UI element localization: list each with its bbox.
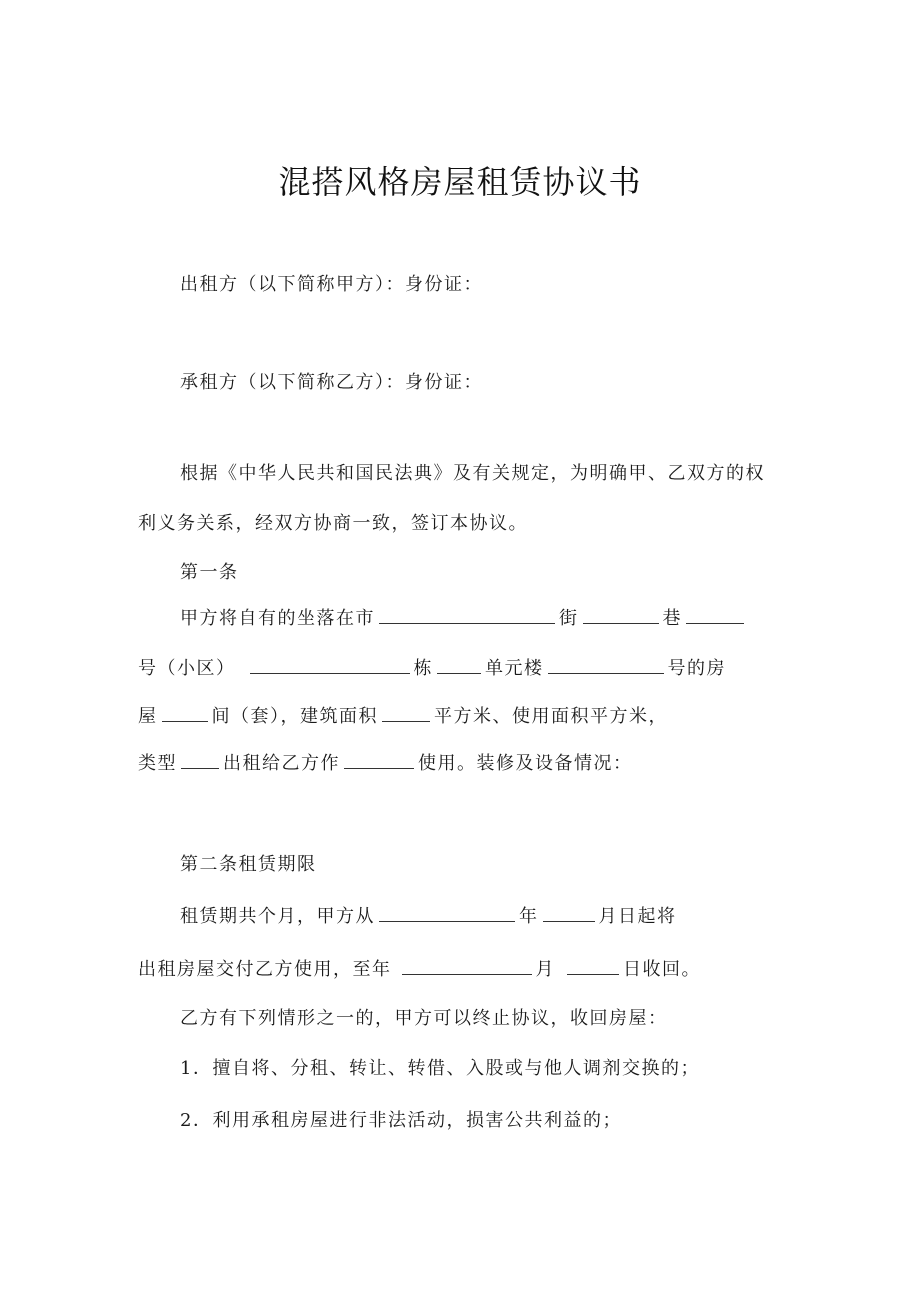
- termination-item-1: 1．擅自将、分租、转让、转借、入股或与他人调剂交换的；: [180, 1058, 700, 1079]
- fill-blank-start-year[interactable]: [379, 903, 515, 922]
- lessor-line: 出租方（以下简称甲方）：身份证：: [180, 274, 483, 295]
- fill-blank-community[interactable]: [250, 655, 410, 674]
- article-1-line-2: [138, 655, 726, 682]
- article-1-line-1: [180, 605, 748, 632]
- article-1-line-4: [138, 750, 633, 777]
- text-segment: 平方米、使用面积平方米，: [434, 706, 668, 727]
- text-segment: 屋: [138, 706, 158, 727]
- article-2-line-2: [138, 956, 701, 983]
- fill-blank-purpose[interactable]: [344, 750, 414, 769]
- text-segment: 月: [535, 959, 555, 980]
- fill-blank-end-month[interactable]: [567, 956, 619, 975]
- fill-blank-street[interactable]: [583, 605, 659, 624]
- article-2-line-1: [180, 903, 677, 930]
- termination-intro: 乙方有下列情形之一的，甲方可以终止协议，收回房屋：: [180, 1008, 668, 1029]
- text-segment: 出租房屋交付乙方使用，至年: [138, 959, 392, 980]
- text-segment: 栋: [413, 658, 433, 679]
- article-2-heading: 第二条租赁期限: [180, 854, 317, 875]
- fill-blank-rooms[interactable]: [162, 703, 208, 722]
- fill-blank-end-year[interactable]: [402, 956, 532, 975]
- text-segment: 出租给乙方作: [223, 753, 340, 774]
- text-segment: 月日起将: [598, 906, 677, 927]
- preamble-line-1: 根据《中华人民共和国民法典》及有关规定，为明确甲、乙双方的权: [180, 463, 765, 484]
- document-title: 混搭风格房屋租赁协议书: [278, 163, 642, 201]
- text-segment: 单元楼: [485, 658, 544, 679]
- article-1-line-3: [138, 703, 668, 730]
- text-segment: 日收回。: [623, 959, 701, 980]
- text-segment: 间（套），建筑面积: [211, 706, 378, 727]
- fill-blank-start-month[interactable]: [543, 903, 595, 922]
- text-segment: 年: [519, 906, 539, 927]
- fill-blank-unit[interactable]: [548, 655, 664, 674]
- text-segment: 甲方将自有的坐落在市: [180, 608, 375, 629]
- text-segment: 租赁期共个月，甲方从: [180, 906, 375, 927]
- preamble-line-2: 利义务关系，经双方协商一致，签订本协议。: [138, 513, 528, 534]
- text-segment: 号（小区）: [138, 658, 236, 679]
- text-segment: 类型: [138, 753, 177, 774]
- fill-blank-building[interactable]: [437, 655, 481, 674]
- text-segment: 街: [559, 608, 579, 629]
- text-segment: 号的房: [667, 658, 726, 679]
- fill-blank-type[interactable]: [181, 750, 219, 769]
- article-1-heading: 第一条: [180, 562, 239, 583]
- fill-blank-lane[interactable]: [686, 605, 744, 624]
- fill-blank-area[interactable]: [382, 703, 430, 722]
- text-segment: 巷: [662, 608, 682, 629]
- text-segment: 使用。装修及设备情况：: [418, 753, 633, 774]
- lessee-line: 承租方（以下简称乙方）：身份证：: [180, 372, 483, 393]
- termination-item-2: 2．利用承租房屋进行非法活动，损害公共利益的；: [180, 1110, 622, 1131]
- fill-blank-city[interactable]: [379, 605, 555, 624]
